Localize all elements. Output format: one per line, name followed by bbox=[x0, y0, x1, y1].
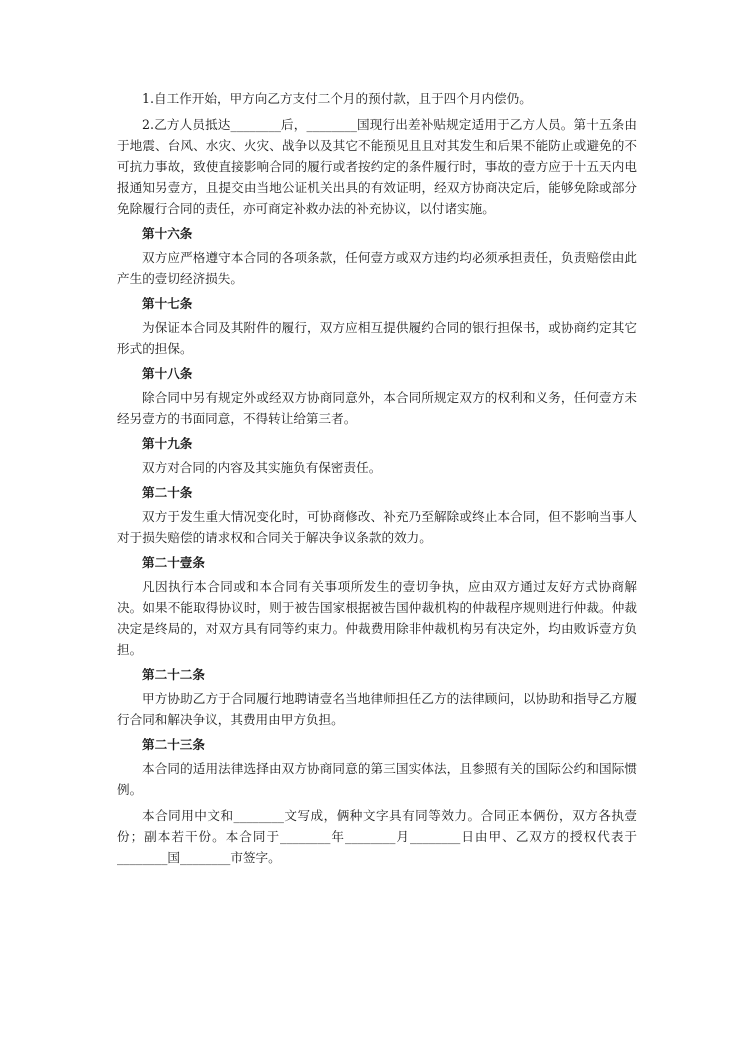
article-22-heading: 第二十二条 bbox=[142, 667, 205, 682]
article-18-heading: 第十八条 bbox=[142, 366, 193, 381]
article-17-text: 为保证本合同及其附件的履行，双方应相互提供履约合同的银行担保书，或协商约定其它形式的担保。 bbox=[117, 320, 637, 356]
article-20-text: 双方于发生重大情况变化时，可协商修改、补充乃至解除或终止本合同，但不影响当事人对于损失赔偿的请求权和合同关于解决争议条款的效力。 bbox=[117, 509, 637, 545]
article-18-text: 除合同中另有规定外或经双方协商同意外，本合同所规定双方的权利和义务，任何壹方未经另壹方的书面同意，不得转让给第三者。 bbox=[117, 390, 637, 426]
article-16-heading: 第十六条 bbox=[142, 226, 193, 241]
clause-paragraph-2: 2.乙方人员抵达________后，________国现行出差补贴规定适用于乙方人员。第十五条由于地震、台风、水灾、火灾、战争以及其它不能预见且且对其发生和后果不能防止或避免的不可抗力事故，致使直接影响合同的履行或者按约定的条件履行时，事故的壹方应于十五天内电报通知另壹方，且提交由当地公证机关出具的有效证明，经双方协商决定后，能够免除或部分免除履行合同的责任，亦可商定补救办法的补充协议，以付诸实施。 bbox=[117, 117, 637, 216]
article-21-text: 凡因执行本合同或和本合同有关事项所发生的壹切争执，应由双方通过友好方式协商解决。如果不能取得协议时，则于被告国家根据被告国仲裁机构的仲裁程序规则进行仲裁。仲裁决定是终局的，对双方具有同等约束力。仲裁费用除非仲裁机构另有决定外，均由败诉壹方负担。 bbox=[117, 579, 637, 657]
article-19-text: 双方对合同的内容及其实施负有保密责任。 bbox=[142, 460, 382, 475]
article-23-text: 本合同的适用法律选择由双方协商同意的第三国实体法，且参照有关的国际公约和国际惯例。 bbox=[117, 761, 637, 797]
article-19-heading: 第十九条 bbox=[142, 436, 193, 451]
article-16-text: 双方应严格遵守本合同的各项条款，任何壹方或双方违约均必须承担责任，负责赔偿由此产生的壹切经济损失。 bbox=[117, 250, 637, 286]
article-23-heading: 第二十三条 bbox=[142, 737, 205, 752]
closing-paragraph: 本合同用中文和________文写成，俩种文字具有同等效力。合同正本俩份，双方各执壹份；副本若干份。本合同于________年________月________日由甲、乙双方的授权代表于________国________市签字。 bbox=[117, 808, 637, 865]
article-20-heading: 第二十条 bbox=[142, 485, 193, 500]
article-21-heading: 第二十壹条 bbox=[142, 555, 205, 570]
article-17-heading: 第十七条 bbox=[142, 296, 193, 311]
clause-paragraph-1: 1.自工作开始，甲方向乙方支付二个月的预付款，且于四个月内偿仍。 bbox=[142, 91, 532, 106]
document-body bbox=[117, 88, 637, 868]
article-22-text: 甲方协助乙方于合同履行地聘请壹名当地律师担任乙方的法律顾问，以协助和指导乙方履行合同和解决争议，其费用由甲方负担。 bbox=[117, 691, 637, 727]
